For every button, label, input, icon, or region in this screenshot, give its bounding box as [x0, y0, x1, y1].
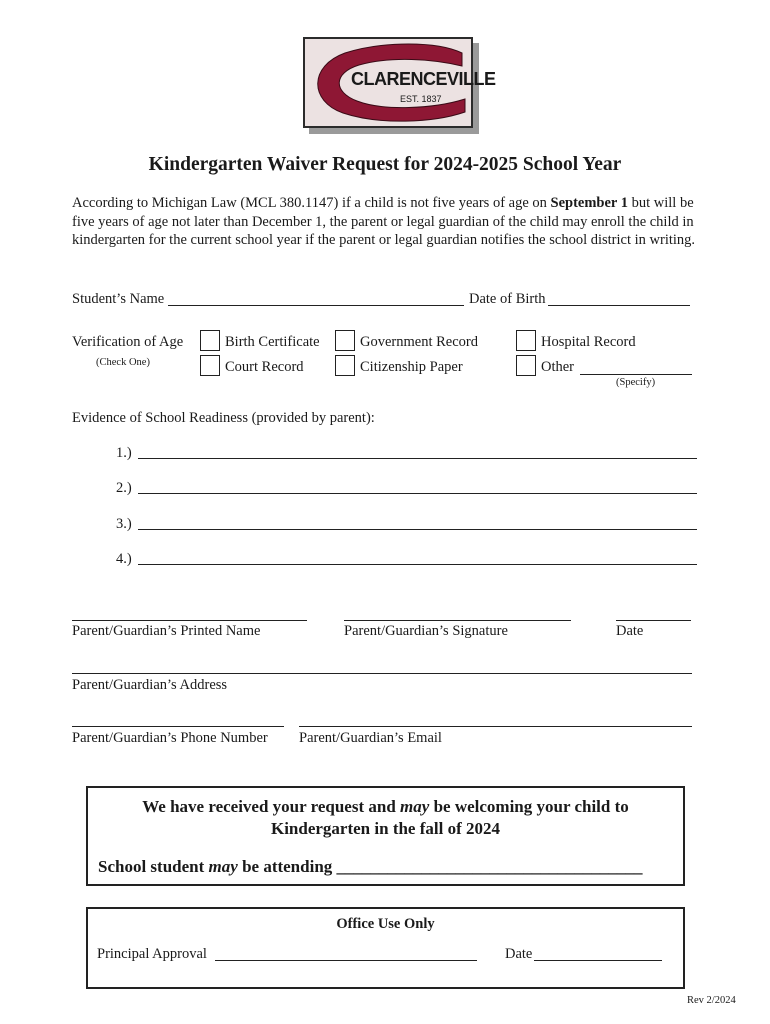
court-record-checkbox[interactable] — [200, 355, 220, 376]
citizenship-paper-label: Citizenship Paper — [360, 359, 463, 375]
printed-name-label: Parent/Guardian’s Printed Name — [72, 623, 261, 639]
signature-date-field[interactable] — [616, 604, 691, 621]
intro-paragraph — [72, 194, 702, 250]
revision-note: Rev 2/2024 — [687, 995, 736, 1006]
office-date-label: Date — [505, 946, 533, 962]
readiness-item-number: 3.) — [116, 516, 132, 532]
email-label: Parent/Guardian’s Email — [299, 730, 442, 746]
attending-school-field[interactable]: ____________________________________ — [336, 857, 643, 876]
hospital-record-label: Hospital Record — [541, 334, 636, 350]
verification-label: Verification of Age — [72, 334, 184, 350]
other-specify-field[interactable] — [580, 359, 692, 375]
district-logo — [303, 37, 496, 128]
readiness-item-number: 2.) — [116, 480, 132, 496]
attend-text-1: School student — [98, 857, 209, 876]
welcome-message — [88, 796, 683, 840]
email-field[interactable] — [299, 710, 692, 727]
attend-may: may — [208, 857, 238, 876]
readiness-line-3[interactable] — [138, 514, 697, 530]
attending-school-line — [98, 857, 643, 877]
logo-est: EST. 1837 — [400, 94, 442, 104]
printed-name-field[interactable] — [72, 604, 307, 621]
birth-certificate-label: Birth Certificate — [225, 334, 320, 350]
government-record-label: Government Record — [360, 334, 478, 350]
birth-certificate-checkbox[interactable] — [200, 330, 220, 351]
specify-note: (Specify) — [616, 377, 656, 388]
other-label: Other — [541, 359, 575, 375]
page-title: Kindergarten Waiver Request for 2024-2025 School Year — [148, 154, 622, 175]
check-one-note: (Check One) — [96, 357, 150, 368]
readiness-item-number: 1.) — [116, 445, 132, 461]
signature-label: Parent/Guardian’s Signature — [344, 623, 508, 639]
hospital-record-checkbox[interactable] — [516, 330, 536, 351]
office-use-title: Office Use Only — [336, 916, 435, 932]
welcome-text-2: be welcoming your child to — [429, 797, 629, 816]
readiness-item-number: 4.) — [116, 551, 132, 567]
logo-text: CLARENCEVILLE — [351, 69, 496, 89]
welcome-text-3: Kindergarten in the fall of 2024 — [270, 819, 500, 838]
dob-field[interactable] — [548, 290, 690, 306]
address-label: Parent/Guardian’s Address — [72, 677, 228, 693]
phone-label: Parent/Guardian’s Phone Number — [72, 730, 268, 746]
intro-text-1: According to Michigan Law (MCL 380.1147) if a child is not five years of age on — [72, 195, 551, 211]
other-checkbox[interactable] — [516, 355, 536, 376]
principal-approval-field[interactable] — [215, 945, 477, 961]
phone-field[interactable] — [72, 710, 284, 727]
principal-approval-label: Principal Approval — [97, 946, 207, 962]
readiness-line-4[interactable] — [138, 549, 697, 565]
office-date-field[interactable] — [534, 945, 662, 961]
court-record-label: Court Record — [225, 359, 304, 375]
student-name-field[interactable] — [168, 290, 464, 306]
intro-text-2: but will be five years of age not later than December 1, the parent or legal guardian of the child may enroll the child in kindergarten for the current school year if the parent or legal guardian notifies the school district in writing. — [72, 195, 696, 248]
readiness-line-2[interactable] — [138, 478, 697, 494]
signature-field[interactable] — [344, 604, 571, 621]
acceptance-notice-box — [86, 786, 685, 886]
readiness-line-1[interactable] — [138, 443, 697, 459]
welcome-may: may — [400, 797, 430, 816]
intro-bold: September 1 — [550, 195, 628, 211]
dob-label: Date of Birth — [469, 291, 546, 307]
readiness-label: Evidence of School Readiness (provided by parent): — [72, 410, 375, 426]
office-use-box — [86, 907, 685, 989]
government-record-checkbox[interactable] — [335, 330, 355, 351]
signature-date-label: Date — [616, 623, 644, 639]
student-name-label: Student’s Name — [72, 291, 165, 307]
address-field[interactable] — [72, 657, 692, 674]
attend-text-2: be attending — [237, 857, 337, 876]
welcome-text-1: We have received your request and — [142, 797, 401, 816]
citizenship-paper-checkbox[interactable] — [335, 355, 355, 376]
